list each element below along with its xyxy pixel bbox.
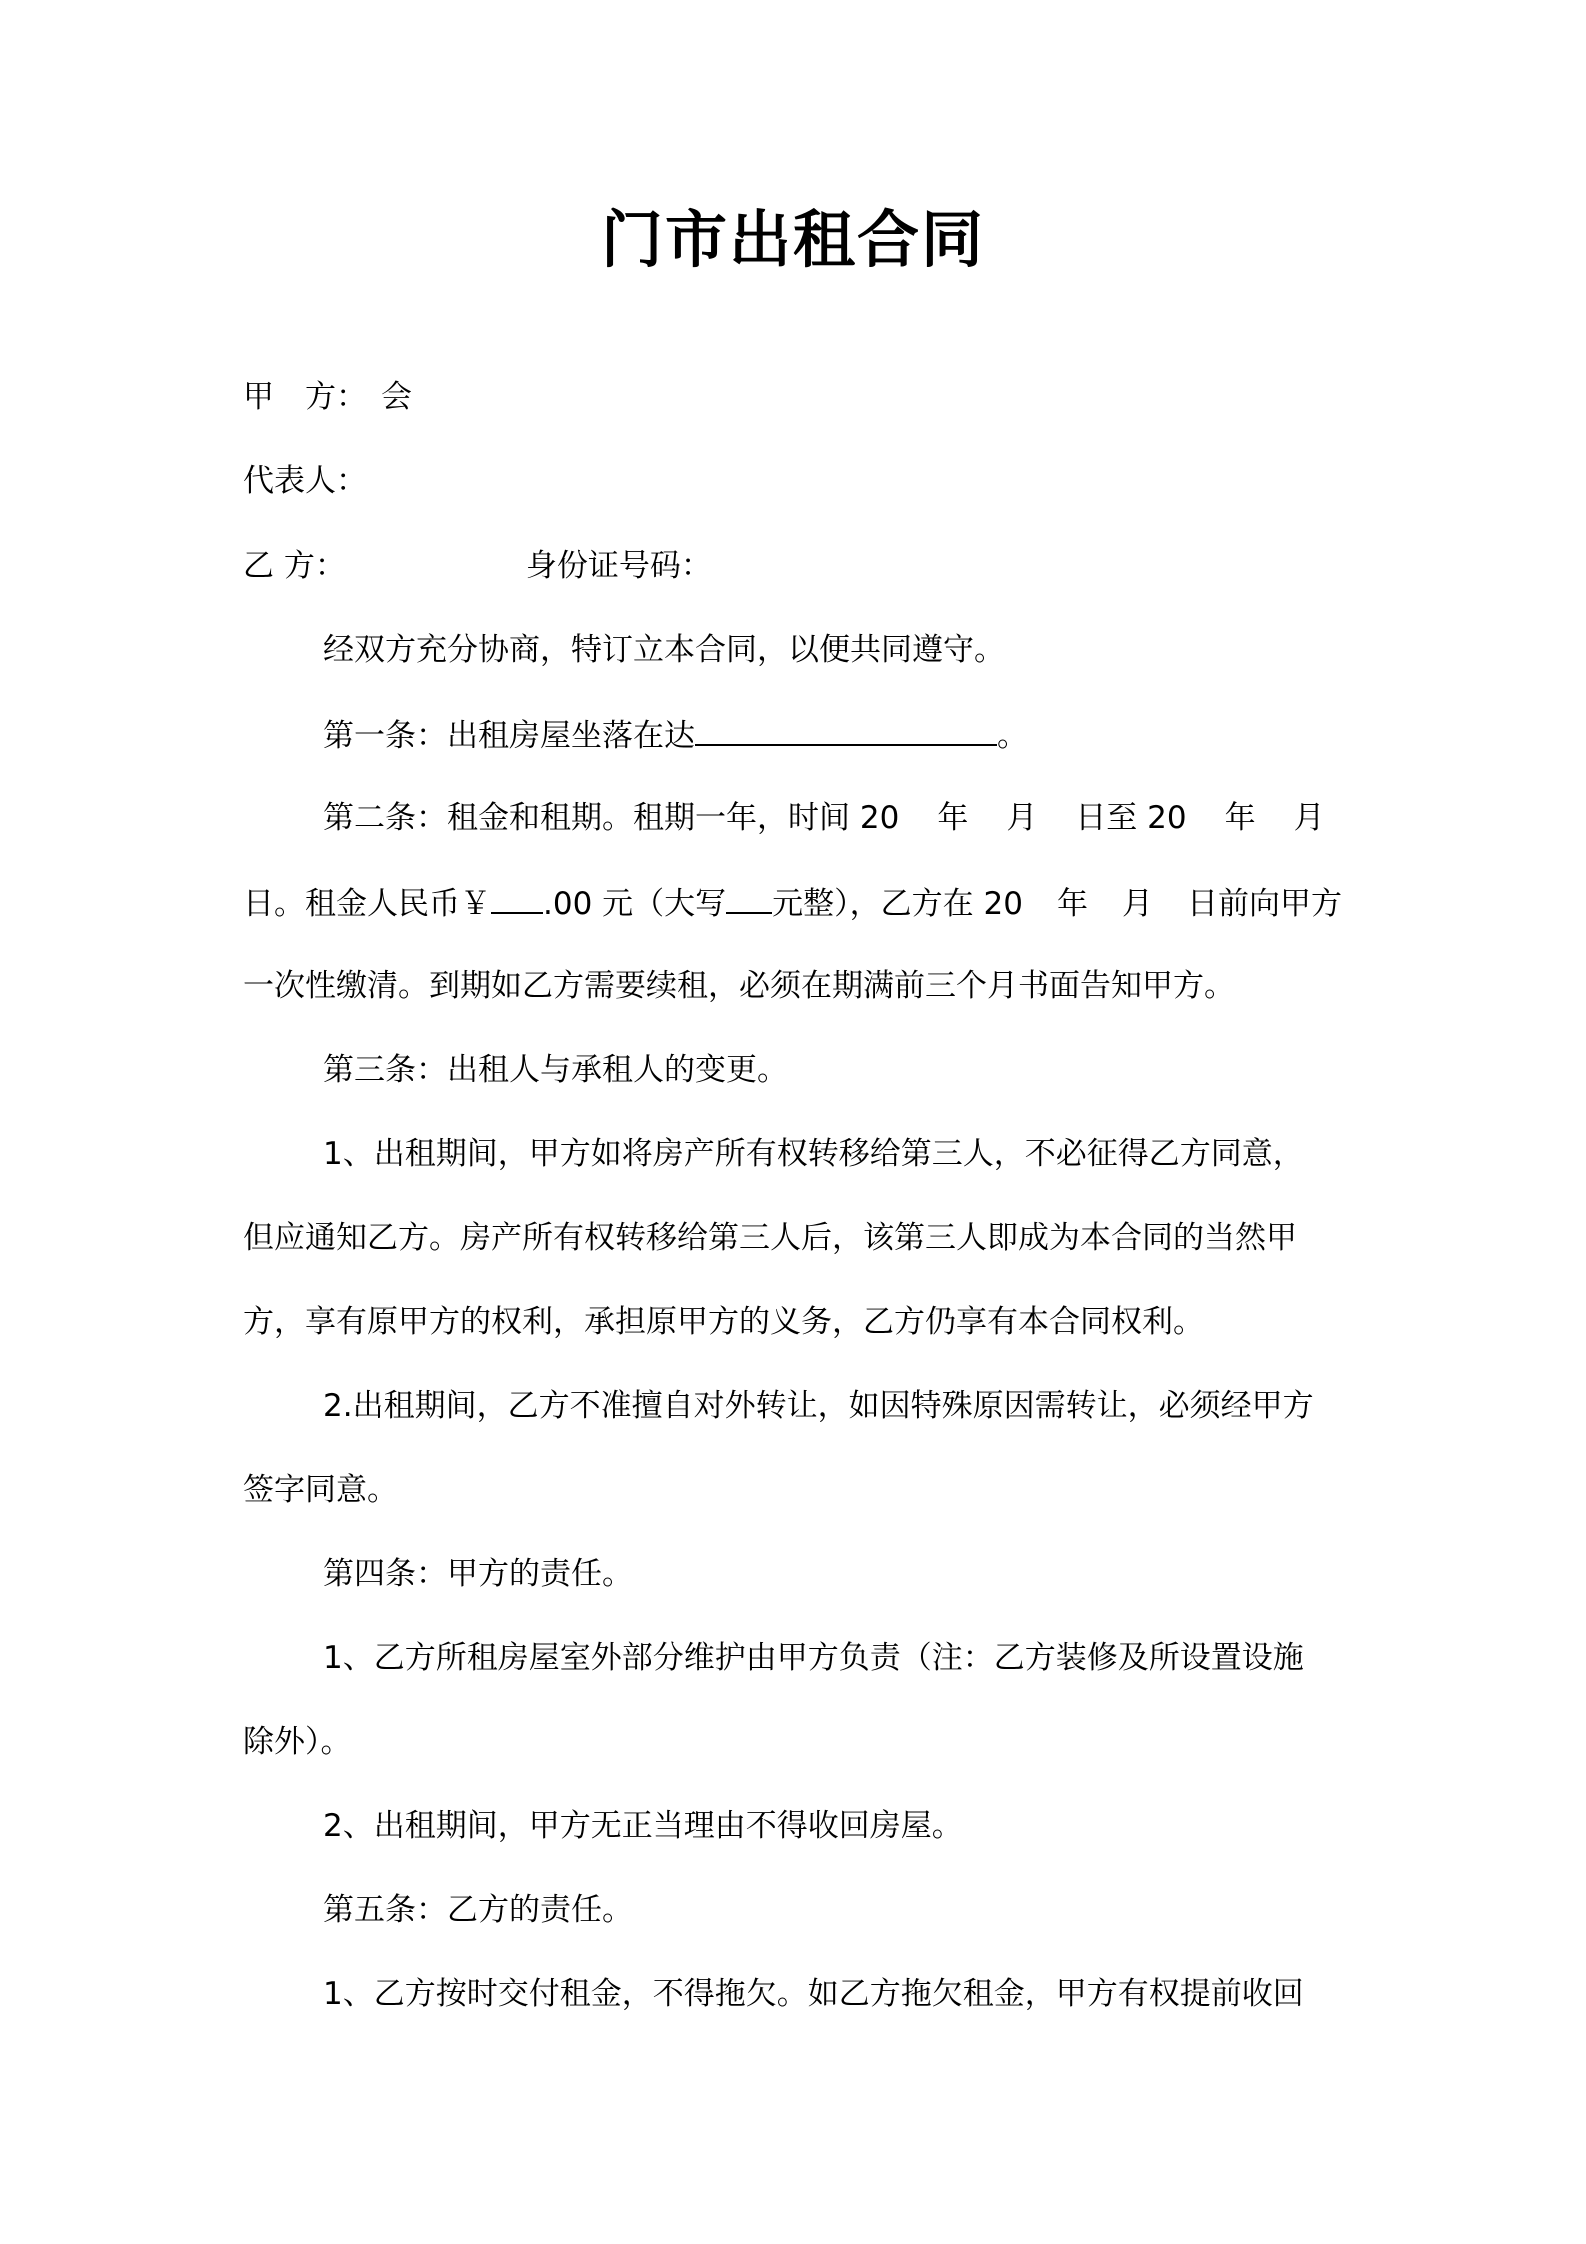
article-3-1-line-2: 但应通知乙方。房产所有权转移给第三人后，该第三人即成为本合同的当然甲: [243, 1220, 1297, 1256]
article-2-line-3: 一次性缴清。到期如乙方需要续租，必须在期满前三个月书面告知甲方。: [243, 968, 1235, 1004]
article-1-text: 第一条：出租房屋坐落在达: [323, 718, 695, 754]
article-4-2: 2、出租期间，甲方无正当理由不得收回房屋。: [323, 1808, 963, 1844]
article-3-1-line-3: 方，享有原甲方的权利，承担原甲方的义务，乙方仍享有本合同权利。: [243, 1304, 1204, 1340]
party-b-label: 乙 方：: [243, 548, 346, 584]
article-1: [323, 714, 1028, 756]
article-3-2-line-2: 签字同意。: [243, 1472, 398, 1508]
article-4-1-line-2: 除外）。: [243, 1724, 352, 1760]
year-label: 年: [1224, 800, 1256, 836]
rent-amount-blank: [491, 882, 543, 914]
article-3-title: 第三条：出租人与承租人的变更。: [323, 1052, 788, 1088]
article-4-title: 第四条：甲方的责任。: [323, 1556, 633, 1592]
document-title: 门市出租合同: [600, 203, 985, 276]
month-label: 月: [1121, 886, 1153, 922]
party-a-label: 甲 方：: [243, 379, 367, 415]
article-3-1-line-1: 1、出租期间，甲方如将房产所有权转移给第三人，不必征得乙方同意，: [323, 1136, 1304, 1172]
party-a-value: 会: [381, 379, 412, 415]
rent-uppercase-blank: [726, 882, 772, 914]
day-text: 日前向甲方: [1186, 886, 1342, 922]
payment-text: 元整），乙方在 20: [772, 886, 1023, 922]
id-number-label: 身份证号码：: [525, 548, 712, 584]
article-5-title: 第五条：乙方的责任。: [323, 1892, 633, 1928]
day-to-label: 日至 20: [1075, 800, 1187, 836]
intro-paragraph: 经双方充分协商，特订立本合同，以便共同遵守。: [323, 632, 1005, 668]
representative-line: [243, 461, 367, 501]
article-5-1-line-1: 1、乙方按时交付租金，不得拖欠。如乙方拖欠租金，甲方有权提前收回: [323, 1976, 1304, 2012]
article-1-end: 。: [997, 718, 1028, 754]
rent-unit: .00 元（大写: [543, 886, 727, 922]
article-3-2-line-1: 2.出租期间，乙方不准擅自对外转让，如因特殊原因需转让，必须经甲方: [323, 1388, 1314, 1424]
party-a-line: [243, 377, 412, 417]
address-blank: [695, 714, 997, 746]
article-4-1-line-1: 1、乙方所租房屋室外部分维护由甲方负责（注：乙方装修及所设置设施: [323, 1640, 1304, 1676]
article-2-line-2: [243, 882, 1342, 924]
party-b-line: [243, 546, 712, 586]
month-label: 月: [1006, 800, 1038, 836]
rent-text: 日。租金人民币￥: [243, 886, 491, 922]
month-label: 月: [1293, 800, 1325, 836]
article-2-line-1: [323, 798, 1325, 838]
representative-label: 代表人：: [243, 463, 367, 499]
year-label: 年: [1056, 886, 1088, 922]
article-2-text: 第二条：租金和租期。租期一年，时间 20: [323, 800, 900, 836]
year-label: 年: [937, 800, 969, 836]
